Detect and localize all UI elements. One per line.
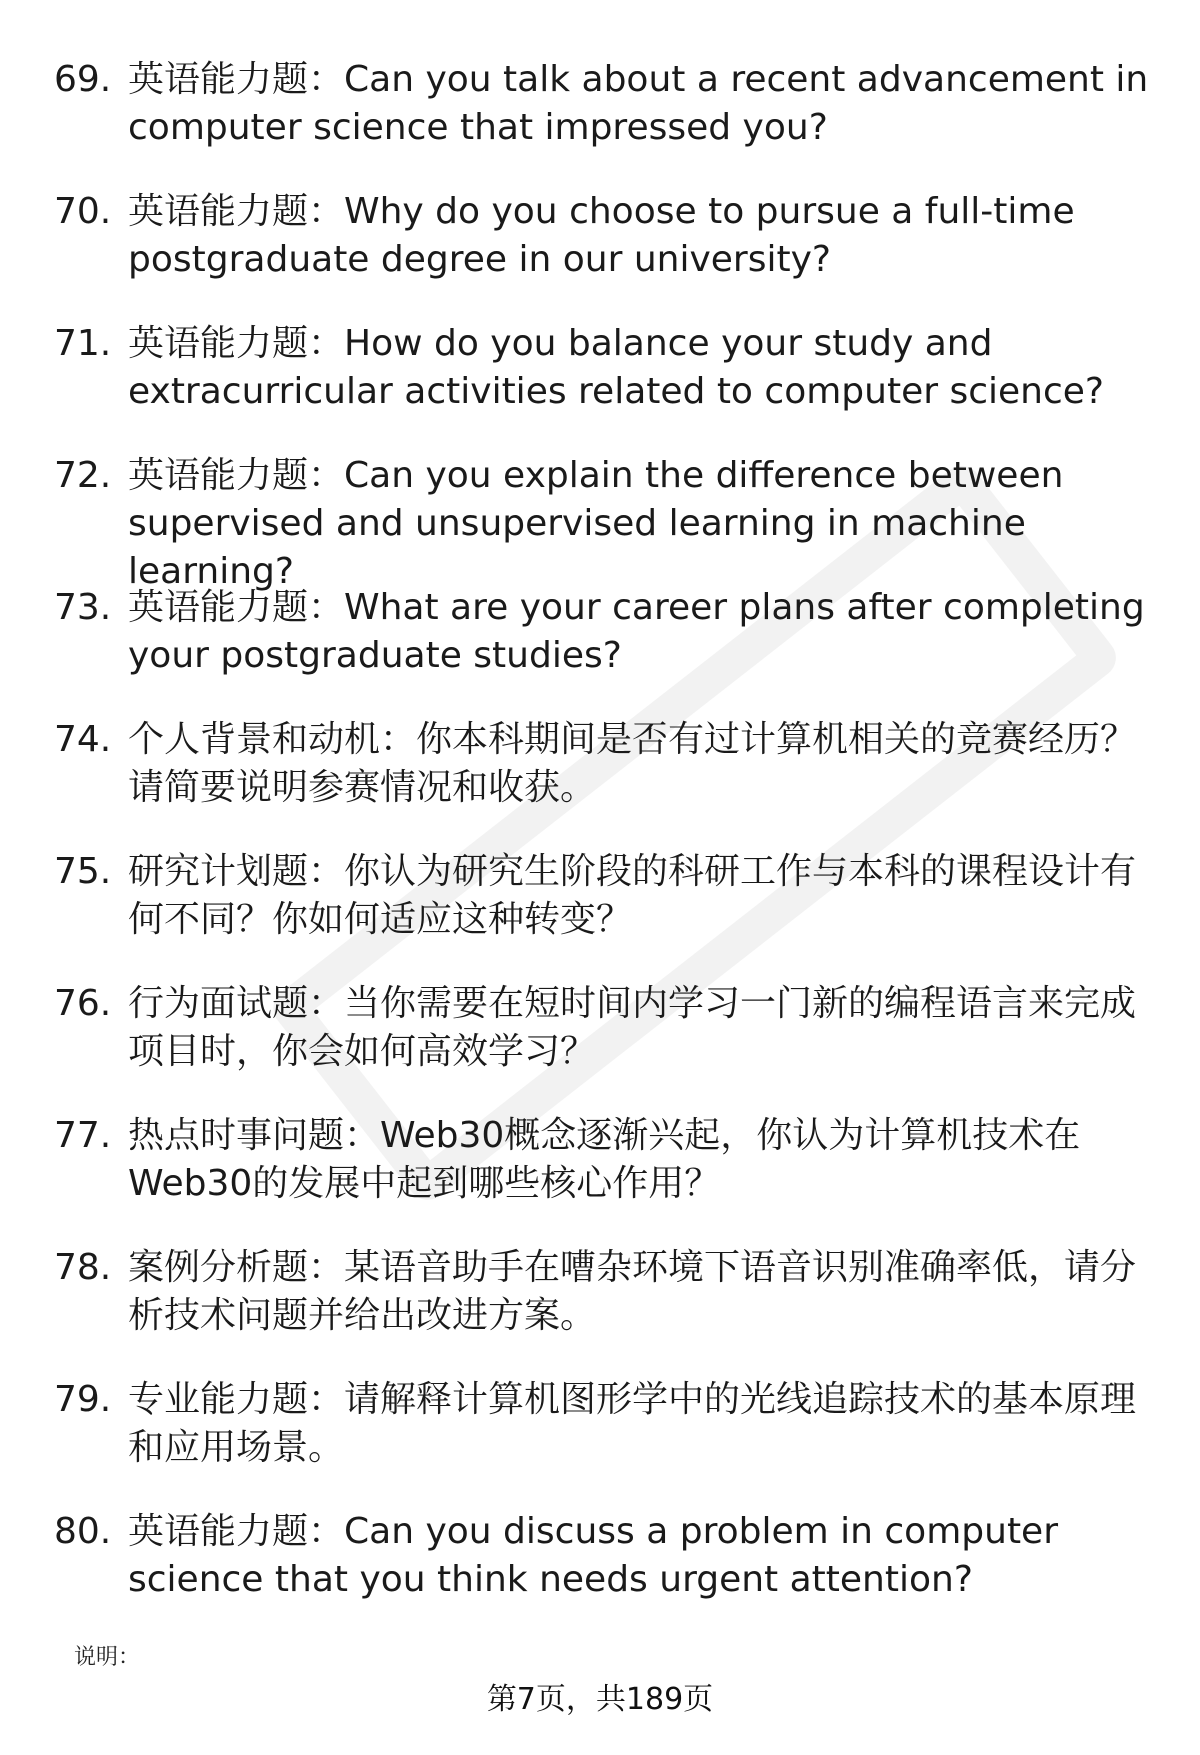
question-item — [0, 848, 1200, 980]
question-text: 英语能力题：Can you talk about a recent advancement in computer science that impressed you? — [128, 59, 1149, 148]
question-item — [0, 1244, 1200, 1376]
question-text: 英语能力题：How do you balance your study and extracurricular activities related to computer science? — [128, 323, 1105, 412]
question-text: 英语能力题：What are your career plans after completing your postgraduate studies? — [128, 587, 1145, 676]
question-item — [0, 1112, 1200, 1244]
question-number: 80. — [54, 1511, 112, 1552]
question-text: 案例分析题：某语音助手在嘈杂环境下语音识别准确率低，请分析技术问题并给出改进方案。 — [128, 1247, 1137, 1336]
question-text: 行为面试题：当你需要在短时间内学习一门新的编程语言来完成项目时，你会如何高效学习？ — [128, 983, 1137, 1072]
question-item — [0, 56, 1200, 188]
page-footer: 第7页，共189页 — [486, 1682, 714, 1717]
note-label: 说明： — [74, 1645, 141, 1670]
question-item — [0, 188, 1200, 320]
question-number: 79. — [54, 1379, 112, 1420]
question-item — [0, 320, 1200, 452]
question-number: 72. — [54, 455, 112, 496]
question-number: 77. — [54, 1115, 112, 1156]
question-text: 英语能力题：Can you discuss a problem in computer science that you think needs urgent attention? — [128, 1511, 1059, 1600]
question-text: 英语能力题：Can you explain the difference between supervised and unsupervised learning in machine learning? — [128, 455, 1064, 592]
question-number: 71. — [54, 323, 112, 364]
question-list — [0, 56, 1200, 1640]
question-number: 69. — [54, 59, 112, 100]
question-item — [0, 980, 1200, 1112]
question-item — [0, 584, 1200, 716]
question-item — [0, 452, 1200, 592]
question-number: 73. — [54, 587, 112, 628]
question-text: 个人背景和动机：你本科期间是否有过计算机相关的竞赛经历？请简要说明参赛情况和收获。 — [128, 719, 1137, 808]
question-number: 76. — [54, 983, 112, 1024]
question-number: 74. — [54, 719, 112, 760]
question-text: 英语能力题：Why do you choose to pursue a full-time postgraduate degree in our university? — [128, 191, 1075, 280]
question-number: 70. — [54, 191, 112, 232]
question-number: 78. — [54, 1247, 112, 1288]
question-item — [0, 716, 1200, 848]
question-item — [0, 1376, 1200, 1508]
question-text: 专业能力题：请解释计算机图形学中的光线追踪技术的基本原理和应用场景。 — [128, 1379, 1137, 1468]
question-number: 75. — [54, 851, 112, 892]
question-text: 热点时事问题：Web30概念逐渐兴起，你认为计算机技术在Web30的发展中起到哪些核心作用？ — [128, 1115, 1081, 1204]
question-text: 研究计划题：你认为研究生阶段的科研工作与本科的课程设计有何不同？你如何适应这种转变？ — [128, 851, 1137, 940]
question-item — [0, 1508, 1200, 1640]
